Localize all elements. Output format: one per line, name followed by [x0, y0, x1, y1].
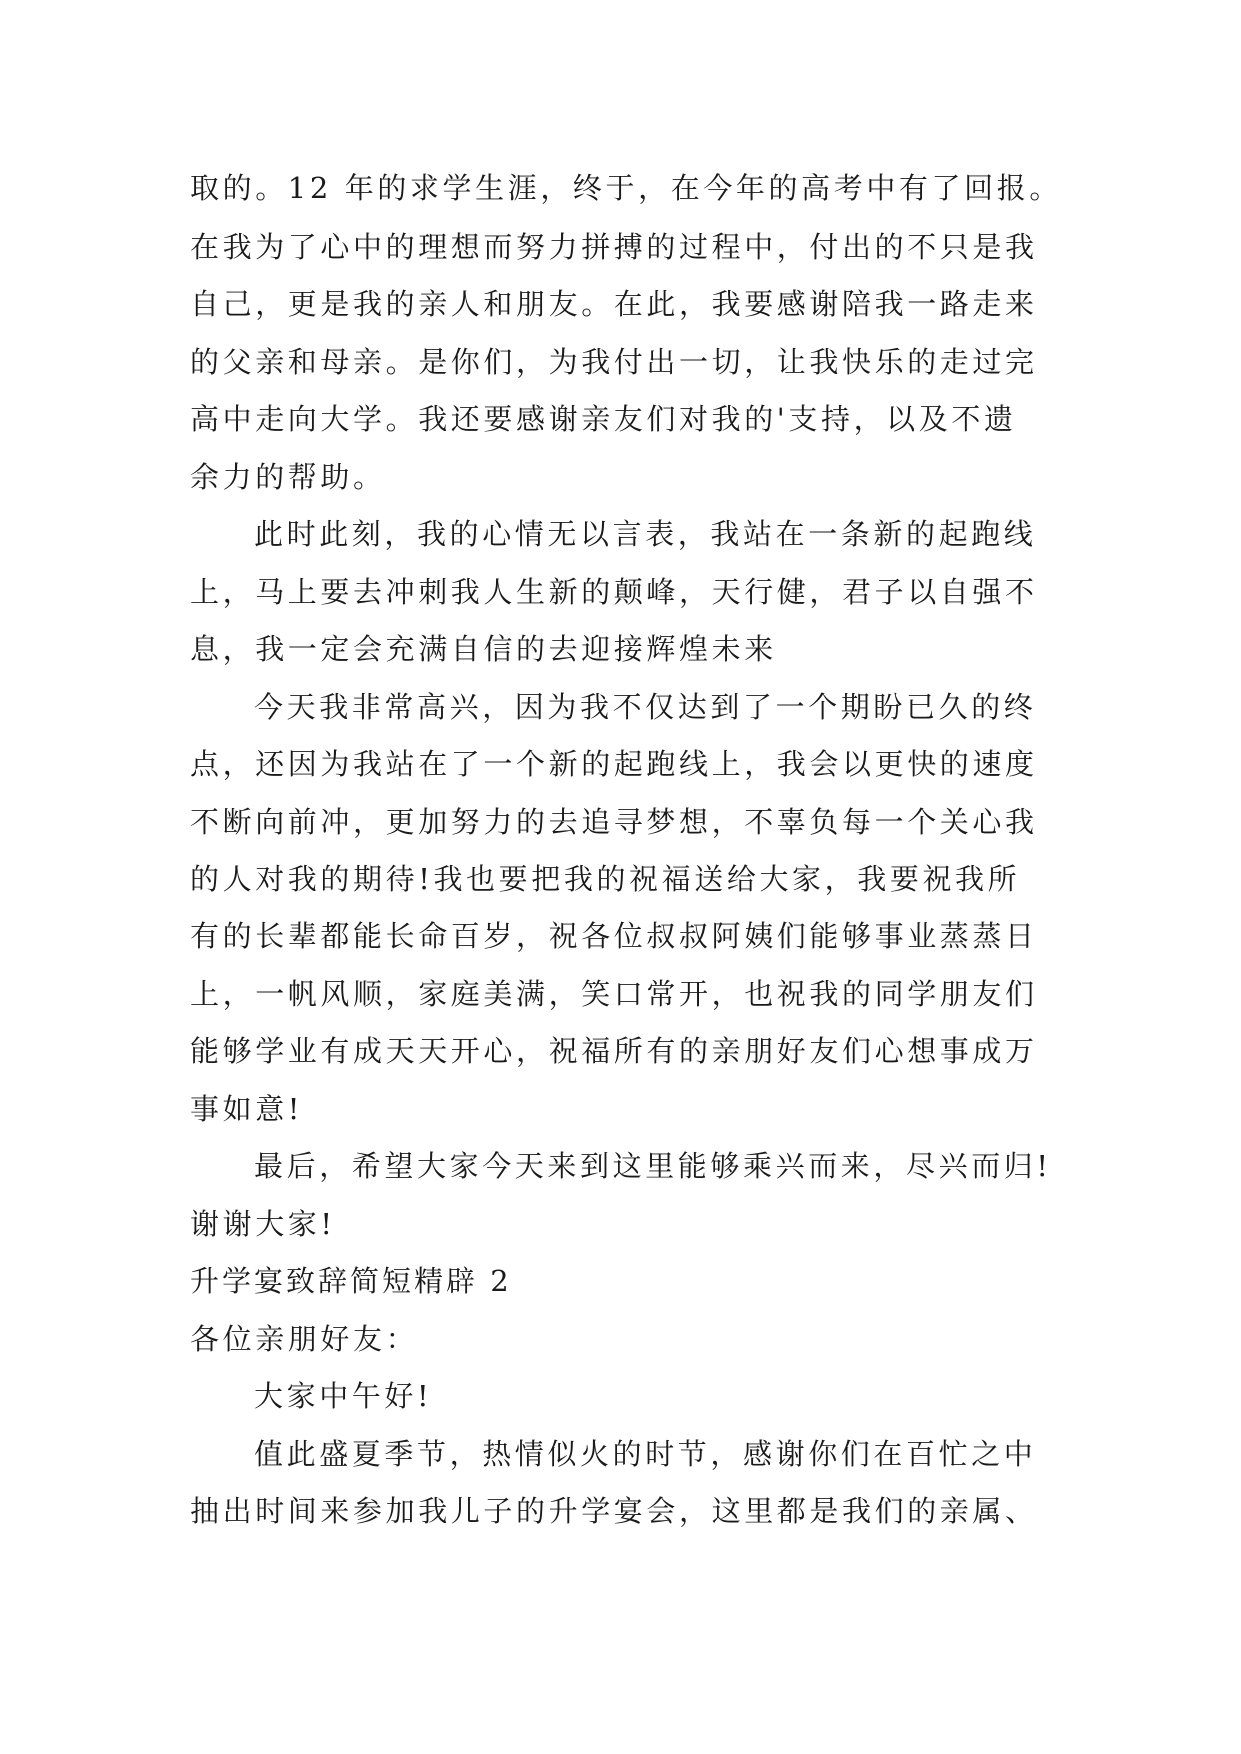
- salutation: 各位亲朋好友：: [190, 1322, 419, 1356]
- paragraph-line: 谢谢大家!: [190, 1207, 336, 1241]
- paragraph-line: 此时此刻，我的心情无以言表，我站在一条新的起跑线: [254, 517, 1037, 551]
- paragraph-line: 值此盛夏季节，热情似火的时节，感谢你们在百忙之中: [254, 1437, 1037, 1471]
- paragraph-line: 息，我一定会充满自信的去迎接辉煌未来: [190, 632, 777, 666]
- paragraph-line: 能够学业有成天天开心，祝福所有的亲朋好友们心想事成万: [190, 1034, 1038, 1068]
- paragraph-line: 不断向前冲，更加努力的去追寻梦想，不辜负每一个关心我: [190, 805, 1038, 839]
- paragraph-line: 的父亲和母亲。是你们，为我付出一切，让我快乐的走过完: [190, 345, 1038, 379]
- paragraph-line: 在我为了心中的理想而努力拼搏的过程中，付出的不只是我: [190, 230, 1038, 264]
- greeting-line: 大家中午好!: [254, 1379, 433, 1413]
- paragraph-line: 有的长辈都能长命百岁，祝各位叔叔阿姨们能够事业蒸蒸日: [190, 919, 1038, 953]
- paragraph-line: 自己，更是我的亲人和朋友。在此，我要感谢陪我一路走来: [190, 287, 1038, 321]
- paragraph-line: 事如意!: [190, 1092, 304, 1126]
- paragraph-line: 抽出时间来参加我儿子的升学宴会，这里都是我们的亲属、: [190, 1494, 1038, 1528]
- paragraph-line: 点，还因为我站在了一个新的起跑线上，我会以更快的速度: [190, 747, 1038, 781]
- paragraph-line: 上，马上要去冲刺我人生新的颠峰，天行健，君子以自强不: [190, 575, 1038, 609]
- paragraph-line: 今天我非常高兴，因为我不仅达到了一个期盼已久的终: [254, 690, 1037, 724]
- paragraph-line: 高中走向大学。我还要感谢亲友们对我的'支持，以及不遗: [190, 402, 1017, 436]
- paragraph-line: 的人对我的期待!我也要把我的祝福送给大家，我要祝我所: [190, 862, 1021, 896]
- paragraph-line: 最后，希望大家今天来到这里能够乘兴而来，尽兴而归!: [254, 1149, 1052, 1183]
- paragraph-line: 上，一帆风顺，家庭美满，笑口常开，也祝我的同学朋友们: [190, 977, 1038, 1011]
- paragraph-line: 余力的帮助。: [190, 460, 386, 494]
- section-heading: 升学宴致辞简短精辟 2: [190, 1264, 512, 1298]
- paragraph-line: 取的。12 年的求学生涯，终于，在今年的高考中有了回报。: [190, 171, 1062, 205]
